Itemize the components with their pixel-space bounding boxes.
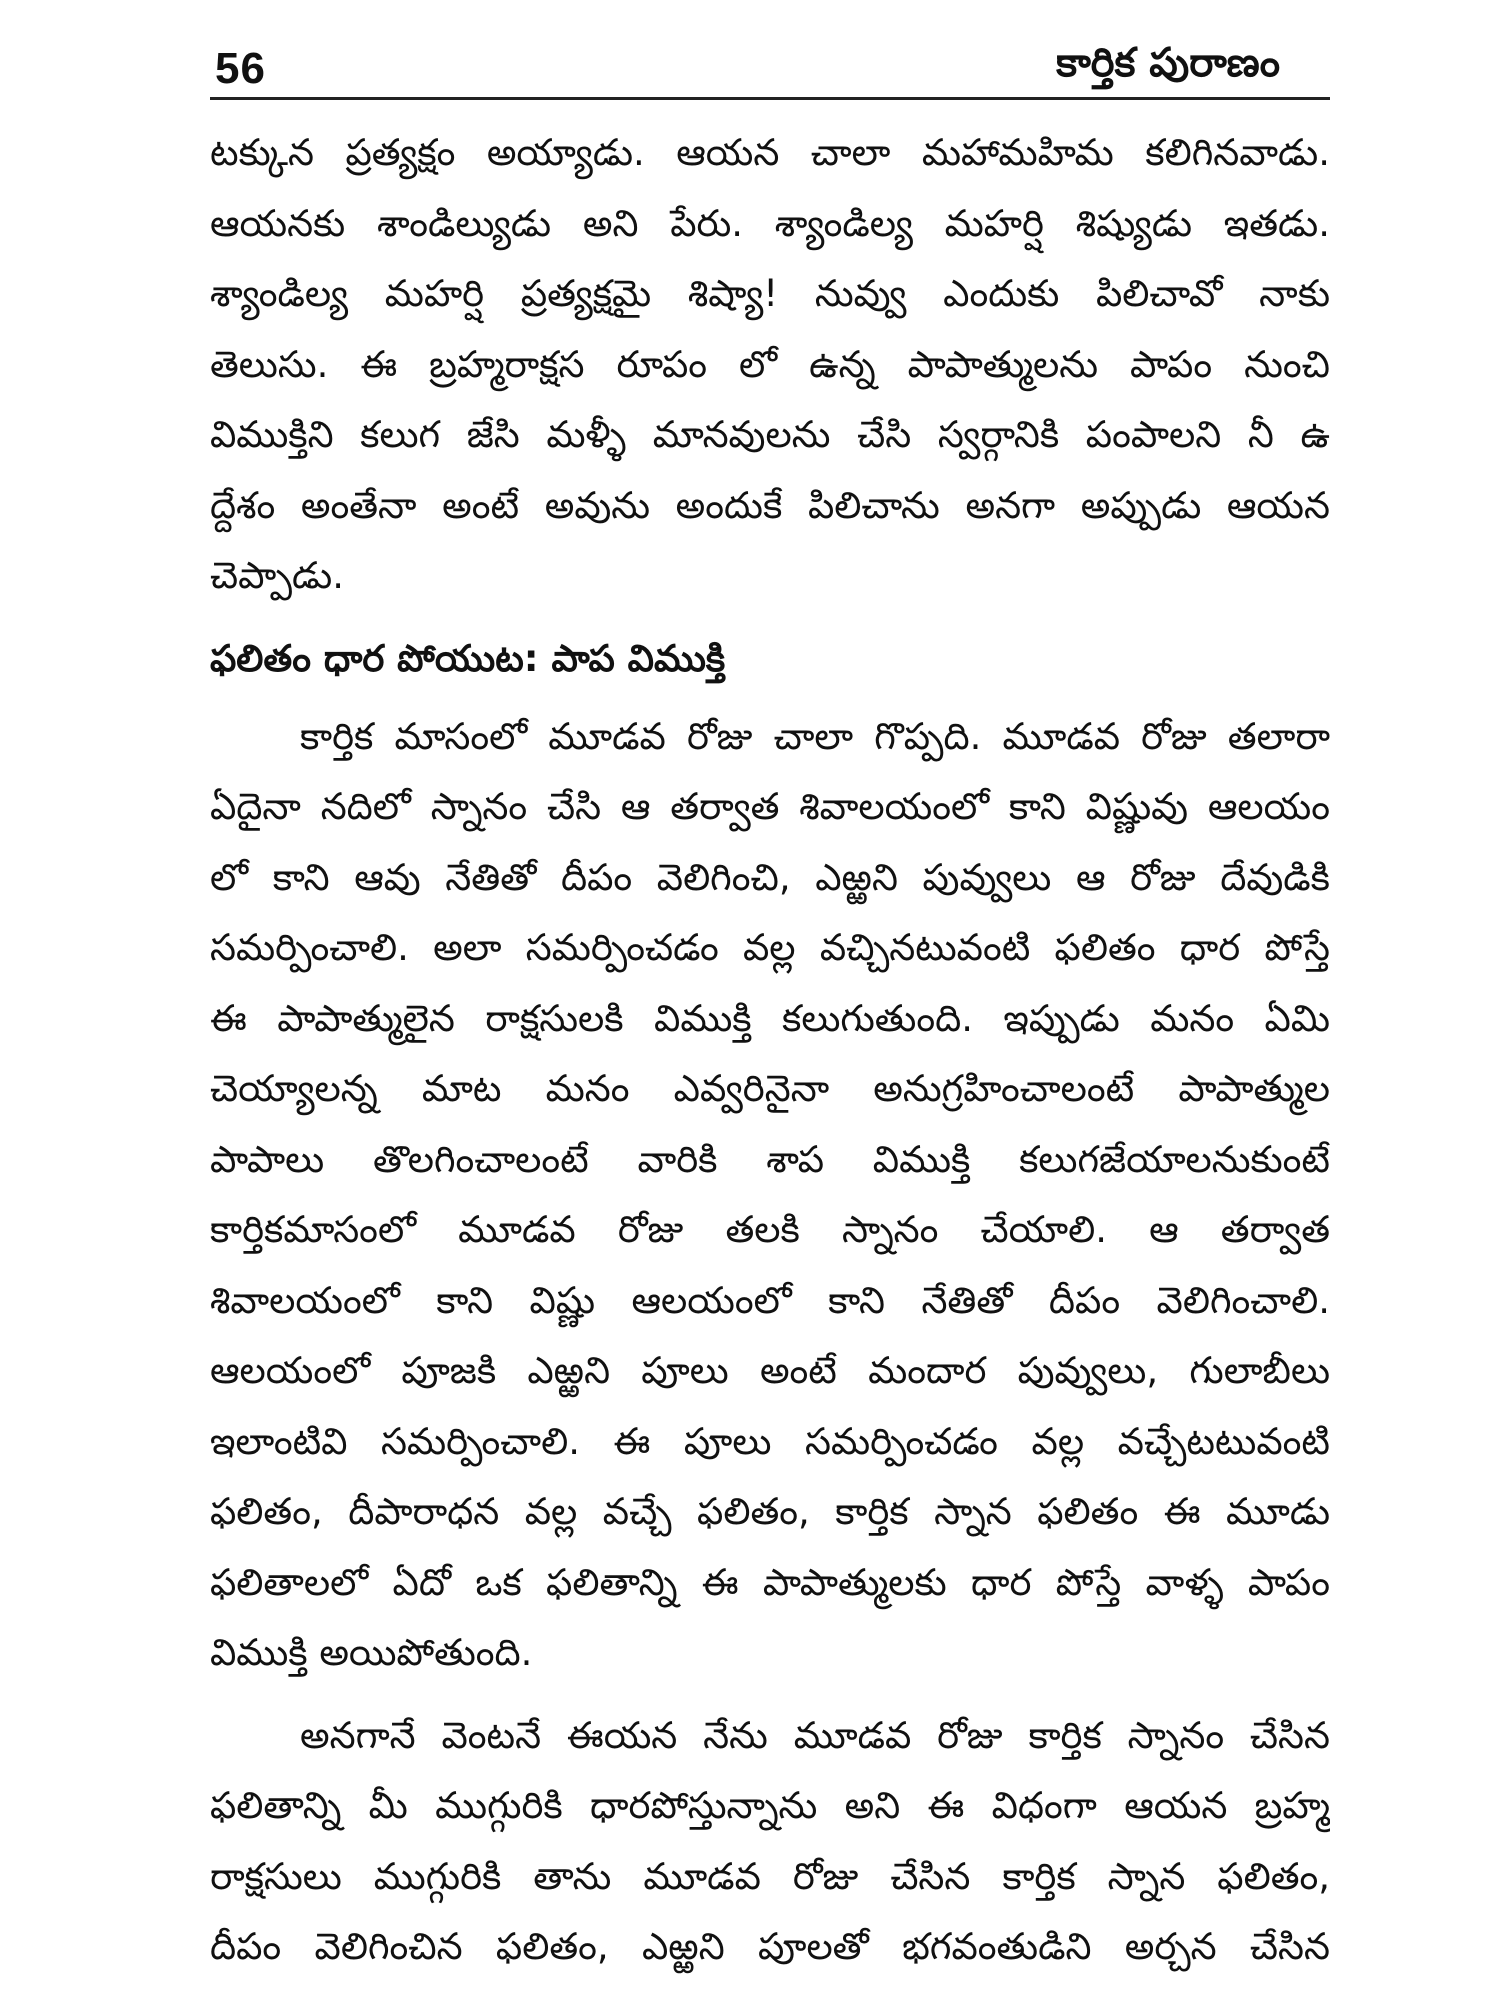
paragraph-2 bbox=[210, 702, 1330, 1689]
text-line: తెలుసు. ఈ బ్రహ్మరాక్షస రూపం లో ఉన్న పాపాత్ములను పాపం నుంచి bbox=[210, 342, 1330, 386]
text-line: చెయ్యాలన్న మాట మనం ఎవ్వరినైనా అనుగ్రహించాలంటే పాపాత్ముల bbox=[210, 1067, 1330, 1110]
text-line: పాపాలు తొలగించాలంటే వారికి శాప విముక్తి కలుగజేయాలనుకుంటే bbox=[210, 1137, 1330, 1181]
text-line: కార్తిక మాసంలో మూడవ రోజు చాలా గొప్పది. మూడవ రోజు తలారా bbox=[300, 714, 1330, 758]
paragraph-3 bbox=[210, 1701, 1330, 1983]
text-line: కార్తికమాసంలో మూడవ రోజు తలకి స్నానం చేయాలి. ఆ తర్వాత bbox=[210, 1208, 1330, 1251]
text-line: ఫలితాన్ని మీ ముగ్గురికి ధారపోస్తున్నాను అని ఈ విధంగా ఆయన బ్రహ్మ bbox=[210, 1784, 1330, 1827]
text-line: చెప్పాడు. bbox=[210, 554, 344, 597]
text-line: శ్యాండిల్య మహర్షి ప్రత్యక్షమై శిష్యా! నువ్వు ఎందుకు పిలిచావో నాకు bbox=[210, 272, 1330, 315]
text-line: దీపం వెలిగించిన ఫలితం, ఎఱ్ఱని పూలతో భగవంతుడిని అర్చన చేసిన bbox=[210, 1925, 1330, 1968]
paragraph-gap bbox=[210, 1689, 1330, 1701]
text-line: విముక్తిని కలుగ జేసి మళ్ళీ మానవులను చేసి స్వర్గానికి పంపాలని నీ ఉ bbox=[210, 413, 1330, 456]
text-line: లో కాని ఆవు నేతితో దీపం వెలిగించి, ఎఱ్ఱని పువ్వులు ఆ రోజు దేవుడికి bbox=[210, 855, 1330, 899]
book-title: కార్తిక పురాణం bbox=[1056, 40, 1280, 86]
section-heading: ఫలితం ధార పోయుట: పాప విముక్తి bbox=[210, 636, 726, 680]
text-line: ఫలితం, దీపారాధన వల్ల వచ్చే ఫలితం, కార్తిక స్నాన ఫలితం ఈ మూడు bbox=[210, 1490, 1330, 1533]
page-body bbox=[210, 118, 1330, 1983]
text-line: ఇలాంటివి సమర్పించాలి. ఈ పూలు సమర్పించడం వల్ల వచ్చేటటువంటి bbox=[210, 1419, 1330, 1463]
text-line: రాక్షసులు ముగ్గురికి తాను మూడవ రోజు చేసిన కార్తిక స్నాన ఫలితం, bbox=[210, 1854, 1330, 1898]
text-line: ఈ పాపాత్ములైన రాక్షసులకి విముక్తి కలుగుతుంది. ఇప్పుడు మనం ఏమి bbox=[210, 996, 1330, 1040]
text-line: శివాలయంలో కాని విష్ణు ఆలయంలో కాని నేతితో దీపం వెలిగించాలి. bbox=[210, 1278, 1330, 1322]
text-line: ఏదైనా నదిలో స్నానం చేసి ఆ తర్వాత శివాలయంలో కాని విష్ణువు ఆలయం bbox=[210, 785, 1330, 828]
text-line: టక్కున ప్రత్యక్షం అయ్యాడు. ఆయన చాలా మహామహిమ కలిగినవాడు. bbox=[210, 131, 1330, 174]
paragraph-1 bbox=[210, 118, 1330, 612]
page-header bbox=[210, 32, 1330, 102]
text-line: ఆయనకు శాండిల్యుడు అని పేరు. శ్యాండిల్య మహర్షి శిష్యుడు ఇతడు. bbox=[210, 201, 1330, 245]
header-rule bbox=[210, 97, 1330, 100]
text-line: ద్దేశం అంతేనా అంటే అవును అందుకే పిలిచాను అనగా అప్పుడు ఆయన bbox=[210, 483, 1330, 527]
text-line: సమర్పించాలి. అలా సమర్పించడం వల్ల వచ్చినటువంటి ఫలితం ధార పోస్తే bbox=[210, 926, 1330, 969]
text-line: విముక్తి అయిపోతుంది. bbox=[210, 1631, 533, 1674]
text-line: అనగానే వెంటనే ఈయన నేను మూడవ రోజు కార్తిక స్నానం చేసిన bbox=[300, 1713, 1330, 1757]
text-line: ఫలితాలలో ఏదో ఒక ఫలితాన్ని ఈ పాపాత్ములకు ధార పోస్తే వాళ్ళ పాపం bbox=[210, 1560, 1330, 1604]
page-number: 56 bbox=[215, 44, 266, 93]
text-line: ఆలయంలో పూజకి ఎఱ్ఱని పూలు అంటే మందార పువ్వులు, గులాబీలు bbox=[210, 1349, 1330, 1392]
